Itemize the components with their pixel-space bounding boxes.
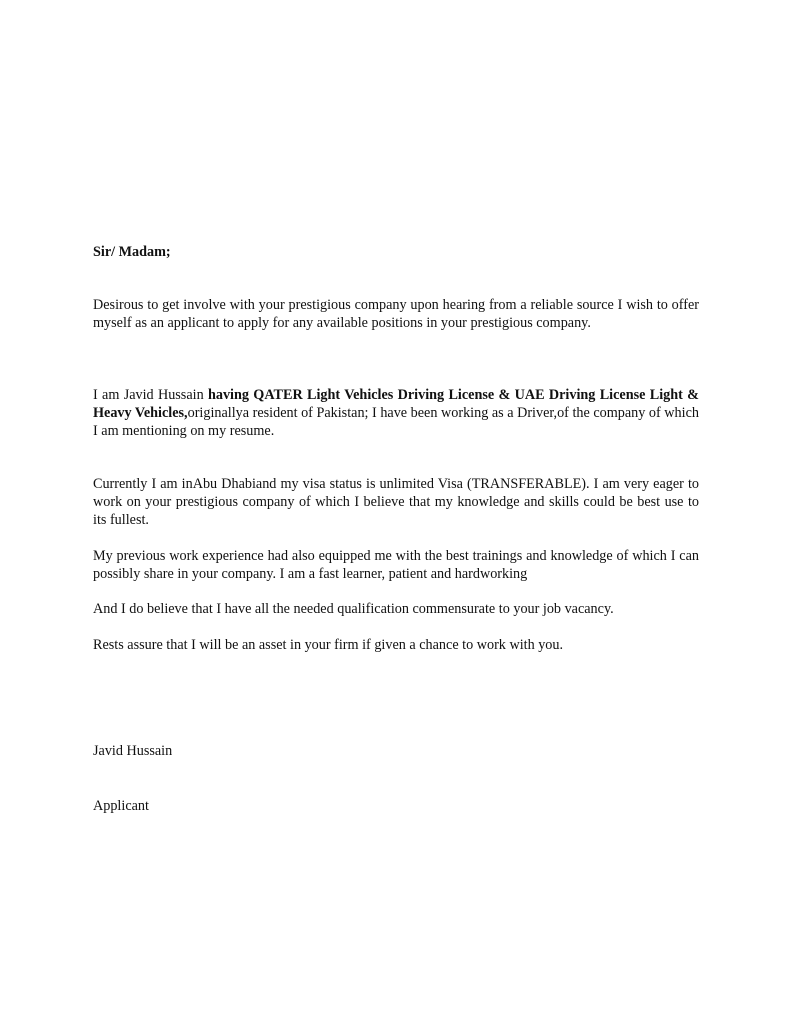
signature-name: Javid Hussain [93, 743, 173, 759]
paragraph-closing: Rests assure that I will be an asset in your firm if given a chance to work with you. [93, 637, 564, 653]
paragraph-intro: Desirous to get involve with your prestigious company upon hearing from a reliable source I wish to offer myself as an applicant to apply for any available positions in your prestigious company. [93, 297, 699, 331]
paragraph-qualifications [93, 386, 699, 440]
signature-role: Applicant [93, 798, 149, 814]
paragraph-qualifications-intro: I am Javid Hussain [93, 387, 208, 403]
paragraph-qualifications-license: having QATER Light Vehicles Driving License & UAE Driving License Light & Heavy Vehicles, [93, 387, 699, 421]
salutation: Sir/ Madam; [93, 244, 171, 260]
paragraph-experience: My previous work experience had also equipped me with the best trainings and knowledge of which I can possibly share in your company. I am a fast learner, patient and hardworking [93, 548, 699, 582]
paragraph-qualification-belief: And I do believe that I have all the needed qualification commensurate to your job vacancy. [93, 601, 614, 617]
paragraph-qualifications-rest: originallya resident of Pakistan; I have been working as a Driver,of the company of which I am mentioning on my resume. [93, 405, 699, 439]
paragraph-current-status: Currently I am inAbu Dhabiand my visa status is unlimited Visa (TRANSFERABLE). I am very eager to work on your prestigious company of which I believe that my knowledge and skills could be best use to its fullest. [93, 476, 699, 528]
